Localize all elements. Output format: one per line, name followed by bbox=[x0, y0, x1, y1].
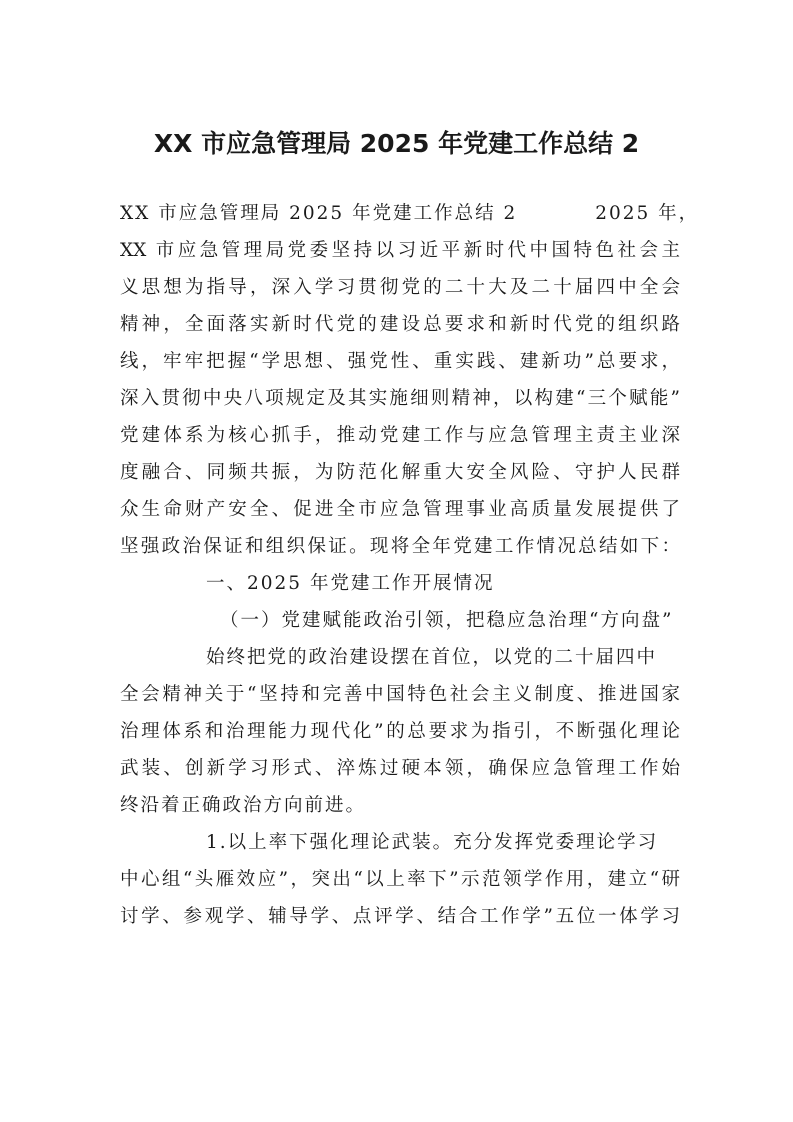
document-title: XX 市应急管理局 2025 年党建工作总结 2 bbox=[153, 129, 640, 158]
paragraph-line: 深入贯彻中央八项规定及其实施细则精神，以构建“三个赋能” bbox=[120, 388, 680, 409]
paragraph-line: 武装、创新学习形式、淬炼过硬本领，确保应急管理工作始 bbox=[120, 758, 680, 779]
paragraph-line: 坚强政治保证和组织保证。现将全年党建工作情况总结如下： bbox=[120, 536, 680, 557]
paragraph-line: 义思想为指导，深入学习贯彻党的二十大及二十届四中全会 bbox=[120, 277, 680, 298]
paragraph-line: 全会精神关于“坚持和完善中国特色社会主义制度、推进国家 bbox=[120, 684, 680, 705]
intro-title-repeat: XX 市应急管理局 2025 年党建工作总结 2 bbox=[120, 203, 518, 224]
intro-year: 2025 年， bbox=[595, 203, 700, 224]
section-heading: 一、2025 年党建工作开展情况 bbox=[206, 573, 495, 594]
paragraph-line: 终沿着正确政治方向前进。 bbox=[120, 795, 367, 816]
subsection-heading: （一）党建赋能政治引领，把稳应急治理“方向盘” bbox=[220, 610, 674, 631]
paragraph-line: 度融合、同频共振，为防范化解重大安全风险、守护人民群 bbox=[120, 462, 680, 483]
paragraph-line: XX 市应急管理局党委坚持以习近平新时代中国特色社会主 bbox=[120, 240, 680, 261]
paragraph-line: 精神，全面落实新时代党的建设总要求和新时代党的组织路 bbox=[120, 314, 680, 335]
paragraph-line: 党建体系为核心抓手，推动党建工作与应急管理主责主业深 bbox=[120, 425, 680, 446]
paragraph-line: 始终把党的政治建设摆在首位，以党的二十届四中 bbox=[206, 647, 658, 668]
paragraph-line: 讨学、参观学、辅导学、点评学、结合工作学”五位一体学习 bbox=[120, 906, 680, 927]
paragraph-line: 线，牢牢把握“学思想、强党性、重实践、建新功”总要求， bbox=[120, 351, 680, 372]
paragraph-line: 1.以上率下强化理论武装。充分发挥党委理论学习 bbox=[206, 832, 659, 853]
intro-line-1 bbox=[120, 195, 700, 232]
paragraph-line: 治理体系和治理能力现代化”的总要求为指引，不断强化理论 bbox=[120, 721, 680, 742]
document-body bbox=[120, 195, 700, 935]
paragraph-line: 众生命财产安全、促进全市应急管理事业高质量发展提供了 bbox=[120, 499, 680, 520]
paragraph-line: 中心组“头雁效应”，突出“以上率下”示范领学作用，建立“研 bbox=[120, 869, 680, 890]
